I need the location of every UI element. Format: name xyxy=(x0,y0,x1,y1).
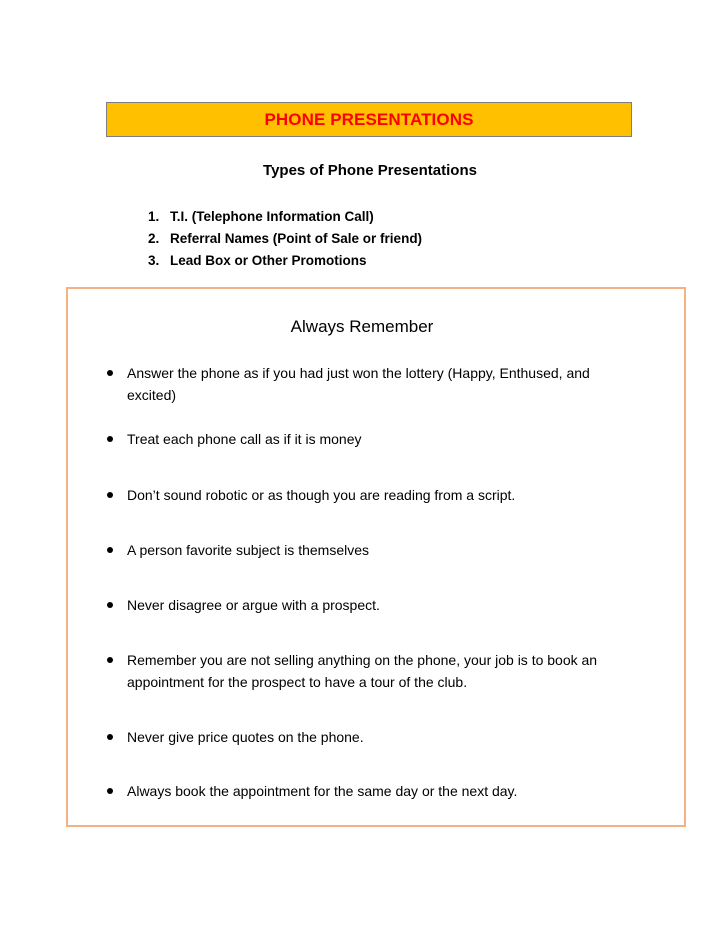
bullet-icon xyxy=(106,484,127,506)
title-banner xyxy=(106,102,632,137)
list-item-number: 2. xyxy=(148,231,160,246)
list-item xyxy=(148,228,422,250)
bullet-text: Treat each phone call as if it is money xyxy=(127,431,362,447)
list-item-text: Lead Box or Other Promotions xyxy=(170,253,367,268)
bullet-icon xyxy=(106,428,127,450)
bullet-icon xyxy=(106,362,127,406)
presentation-types-list xyxy=(148,206,422,272)
bullet-icon xyxy=(106,649,127,693)
bullet-icon xyxy=(106,780,127,802)
bullet-item xyxy=(106,726,636,748)
list-item-text: Referral Names (Point of Sale or friend) xyxy=(170,231,423,246)
bullet-item xyxy=(106,484,636,506)
bullet-item xyxy=(106,594,636,616)
section-subtitle: Types of Phone Presentations xyxy=(263,162,477,179)
remember-heading: Always Remember xyxy=(290,317,434,336)
bullet-text: Always book the appointment for the same day or the next day. xyxy=(127,783,518,799)
bullet-icon xyxy=(106,594,127,616)
page-title: PHONE PRESENTATIONS xyxy=(264,109,474,129)
list-item-number: 3. xyxy=(148,253,160,268)
bullet-text: A person favorite subject is themselves xyxy=(127,542,370,558)
bullet-text: Remember you are not selling anything on the phone, your job is to book an appointment for the prospect to have a tour of the club. xyxy=(127,652,598,690)
bullet-text: Answer the phone as if you had just won the lottery (Happy, Enthused, and excited) xyxy=(127,365,590,403)
bullet-item xyxy=(106,362,636,406)
list-item xyxy=(148,250,422,272)
bullet-icon xyxy=(106,539,127,561)
list-item xyxy=(148,206,422,228)
bullet-item xyxy=(106,539,636,561)
bullet-icon xyxy=(106,726,127,748)
list-item-number: 1. xyxy=(148,209,160,224)
bullet-text: Never give price quotes on the phone. xyxy=(127,729,364,745)
bullet-item xyxy=(106,780,636,802)
bullet-text: Never disagree or argue with a prospect. xyxy=(127,597,380,613)
bullet-text: Don’t sound robotic or as though you are reading from a script. xyxy=(127,487,516,503)
always-remember-box xyxy=(66,287,686,827)
list-item-text: T.I. (Telephone Information Call) xyxy=(170,209,374,224)
bullet-item xyxy=(106,428,636,450)
bullet-item xyxy=(106,649,636,693)
